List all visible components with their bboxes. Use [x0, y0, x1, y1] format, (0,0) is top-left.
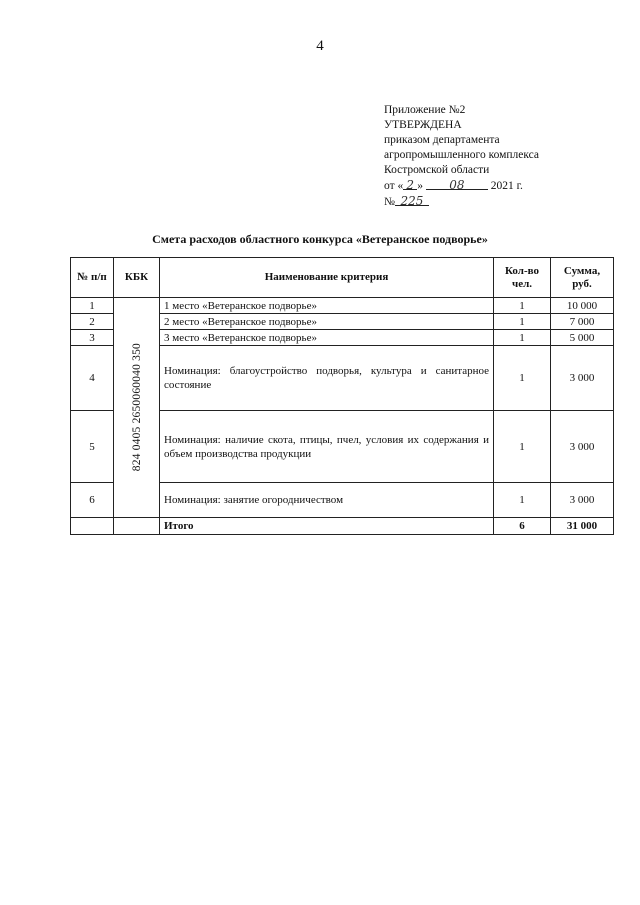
number-prefix: № [384, 196, 395, 208]
table-header-row [71, 258, 614, 298]
header-sum: Сумма, руб. [551, 258, 614, 298]
date-prefix: от « [384, 180, 404, 192]
row-num: 5 [71, 411, 114, 483]
row-num: 3 [71, 330, 114, 346]
cost-estimate-table [70, 257, 614, 535]
row-name: 1 место «Ветеранское подворье» [160, 298, 494, 314]
row-count: 1 [494, 314, 551, 330]
approval-number [384, 194, 539, 210]
date-day: 2 [403, 178, 417, 190]
table-total-row [71, 518, 614, 535]
row-name: 2 место «Ветеранское подворье» [160, 314, 494, 330]
row-sum: 5 000 [551, 330, 614, 346]
row-sum: 3 000 [551, 346, 614, 411]
approval-approved: УТВЕРЖДЕНА [384, 119, 462, 131]
total-label: Итого [160, 518, 494, 535]
date-mid: » [417, 180, 423, 192]
row-name: 3 место «Ветеранское подворье» [160, 330, 494, 346]
date-month: 08 [426, 178, 488, 190]
row-count: 1 [494, 346, 551, 411]
row-count: 1 [494, 483, 551, 518]
page-number: 4 [316, 38, 324, 54]
total-num-empty [71, 518, 114, 535]
total-count: 6 [494, 518, 551, 535]
approval-block [384, 103, 539, 210]
date-year: 2021 г. [490, 180, 523, 192]
row-sum: 3 000 [551, 483, 614, 518]
header-num: № п/п [71, 258, 114, 298]
number-value: 225 [395, 194, 429, 206]
row-num: 1 [71, 298, 114, 314]
header-name: Наименование критерия [160, 258, 494, 298]
row-num: 6 [71, 483, 114, 518]
approval-department: агропромышленного комплекса [384, 149, 540, 161]
header-count: Кол-во чел. [494, 258, 551, 298]
approval-appendix: Приложение №2 [384, 104, 466, 116]
row-sum: 10 000 [551, 298, 614, 314]
row-name: Номинация: благоустройство подворья, культура и санитарное состояние [160, 346, 494, 411]
row-sum: 3 000 [551, 411, 614, 483]
approval-region: Костромской области [384, 164, 490, 176]
approval-order: приказом департамента [384, 134, 500, 146]
row-num: 2 [71, 314, 114, 330]
row-count: 1 [494, 298, 551, 314]
row-count: 1 [494, 411, 551, 483]
row-num: 4 [71, 346, 114, 411]
row-count: 1 [494, 330, 551, 346]
total-sum: 31 000 [551, 518, 614, 535]
row-sum: 7 000 [551, 314, 614, 330]
row-name: Номинация: занятие огородничеством [160, 483, 494, 518]
approval-date [384, 178, 539, 194]
row-name: Номинация: наличие скота, птицы, пчел, условия их содержания и объем производства продукции [160, 411, 494, 483]
table-row [71, 298, 614, 314]
kbk-cell [114, 298, 160, 518]
total-kbk-empty [114, 518, 160, 535]
kbk-code: 824 0405 2650060040 350 [130, 343, 143, 472]
header-kbk: КБК [114, 258, 160, 298]
document-title: Смета расходов областного конкурса «Ветеранское подворье» [152, 232, 488, 246]
